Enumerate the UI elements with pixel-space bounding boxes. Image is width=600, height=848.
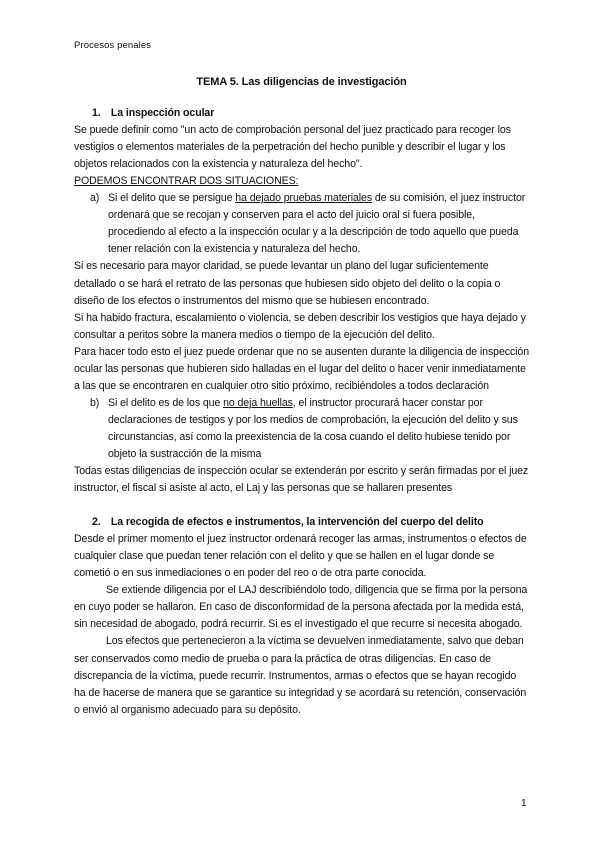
list-item-b-underlined: no deja huellas bbox=[223, 396, 293, 409]
list-item-a-text-after: de su comisión, el juez instructor ordenará que se recojan y conserven para el acto del juicio oral si fuera posible, procediendo al efecto a la inspección ocular y a la descripción de todo aquello que pueda tener relación con la existencia y naturaleza del hecho. bbox=[108, 192, 526, 256]
section-1-heading-text: La inspección ocular bbox=[110, 107, 215, 120]
list-item-a-text-before: Si el delito que se persigue bbox=[108, 192, 236, 205]
section-2-heading bbox=[74, 514, 529, 531]
definition-paragraph: Se puede definir como "un acto de comprobación personal del juez practicado para recoger los vestigios o elementos materiales de la perpetración del hecho punible y describir el lugar y los objetos relacionados con la existencia y naturaleza del hecho". bbox=[74, 124, 511, 171]
ausenten-paragraph: Para hacer todo esto el juez puede ordenar que no se ausenten durante la diligencia de inspección ocular las personas que hubieren sido halladas en el lugar del delito o hacer venir inmediatamente a las que se encontraren en cualquier otro sitio próximo, recibiéndoles a todos declaración bbox=[74, 345, 529, 392]
laj-paragraph: Se extiende diligencia por el LAJ describiéndolo todo, diligencia que se firma por la persona en cuyo poder se hallaron. En caso de disconformidad de la persona afectada por la medida está, sin necesidad de abogado, podrá recurrir. Si es el investigado el que recurre si necesita abogado. bbox=[74, 584, 528, 631]
list-item-b bbox=[74, 395, 529, 463]
list-item-a-label: a) bbox=[90, 192, 100, 205]
victima-paragraph: Los efectos que pertenecieron a la víctima se devuelven inmediatamente, salvo que deban ser conservados como medio de prueba o para la práctica de otras diligencias. En caso de discrepancia de la víctima, puede recurrir. Instrumentos, armas o efectos que se hayan recogido ha de hacerse de manera que se garantice su integridad y se acordará su retención, conservación o envió al organismo adecuado para su depósito. bbox=[74, 635, 527, 716]
list-item-b-text-before: Si el delito es de los que bbox=[108, 396, 224, 409]
page-number: 1 bbox=[521, 798, 527, 809]
running-header: Procesos penales bbox=[74, 40, 152, 51]
section-2-number: 2. bbox=[92, 516, 101, 529]
page-title: TEMA 5. Las diligencias de investigación bbox=[196, 76, 407, 88]
section-1-number: 1. bbox=[92, 107, 101, 120]
list-item-b-label: b) bbox=[90, 396, 100, 409]
list-item-a bbox=[74, 190, 529, 258]
section-1-heading bbox=[74, 105, 529, 122]
closing-paragraph: Todas estas diligencias de inspección ocular se extenderán por escrito y serán firmadas por el juez instructor, el fiscal si asiste al acto, el Laj y las personas que se hallaren presentes bbox=[74, 465, 529, 495]
list-item-a-underlined: ha dejado pruebas materiales bbox=[235, 192, 373, 205]
fractura-paragraph: Si ha habido fractura, escalamiento o violencia, se deben describir los vestigios que haya dejado y consultar a peritos sobre la manera medios o tiempo de la ejecución del delito. bbox=[74, 311, 526, 341]
situations-label: PODEMOS ENCONTRAR DOS SITUACIONES: bbox=[74, 175, 299, 188]
recogida-paragraph: Desde el primer momento el juez instructor ordenará recoger las armas, instrumentos o efectos de cualquier clase que puedan tener relación con el delito y que se hallen en el lugar donde se cometió o en sus inmediaciones o en poder del reo o de otra parte conocida. bbox=[74, 533, 527, 580]
page-body bbox=[74, 74, 529, 719]
list-item-b-text-after: , el instructor procurará hacer constar por declaraciones de testigos y por los medios de comprobación, la ejecución del delito y sus circunstancias, así como la preexistencia de la cosa cuando el delito hubiese tenido por objeto la sustracción de la misma bbox=[108, 396, 518, 460]
plano-paragraph: Si es necesario para mayor claridad, se puede levantar un plano del lugar suficientemente detallado o se hará el retrato de las personas que hubiesen sido objeto del delito o la copia o diseño de los efectos o instrumentos del mismo que se hubiesen encontrado. bbox=[74, 260, 501, 307]
section-spacer bbox=[74, 497, 529, 514]
section-2-heading-text: La recogida de efectos e instrumentos, la intervención del cuerpo del delito bbox=[110, 516, 484, 529]
